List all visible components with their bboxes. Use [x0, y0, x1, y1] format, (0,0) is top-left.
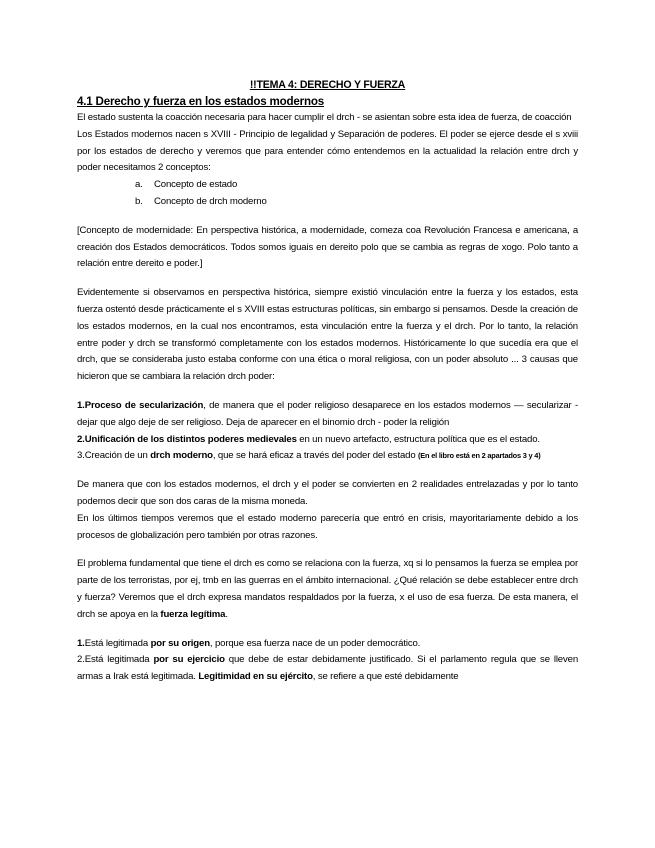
cause-2 — [77, 432, 578, 449]
section-heading: 4.1 Derecho y fuerza en los estados modernos — [77, 95, 324, 108]
list-marker: a. — [135, 179, 143, 191]
legitimacy-army-term: Legitimidad en su ejército — [198, 671, 313, 683]
intro-paragraph: El estado sustenta la coacción necesaria para hacer cumplir el drch - se asientan sobre esta idea de fuerza, de coacción — [77, 112, 572, 123]
cause-3 — [77, 448, 578, 465]
legitimacy-exercise — [77, 652, 578, 686]
list-marker: b. — [135, 195, 143, 207]
list-item — [135, 194, 578, 211]
cause-1-title: 1.Proceso de secularización — [77, 399, 204, 411]
historical-paragraph: Evidentemente si observamos en perspectiva histórica, siempre existió vinculación entre la fuerza y los estados, esta fuerza ostentó desde prácticamente el s XVIII estas estructuras políticas, sin embargo si pensamos. Desde la creación de los estados modernos, en la cual nos encontramos, esta vinculación entre la fuerza y el drch. Por lo tanto, la relación entre poder y drch se transformó completamente con los estados modernos. Históricamente lo que sucedía era que el drch, que se consideraba justo estaba conforme con una ética o moral religiosa, con un poder absoluto ... 3 causas que hicieron que se cambiara la relación drch poder: — [77, 287, 578, 383]
cause-3-note: (En el libro está en 2 apartados 3 y 4) — [418, 451, 541, 461]
modern-states-paragraph: Los Estados modernos nacen s XVIII - Principio de legalidad y Separación de poderes. El poder se ejerce desde el s xviii por los estados de derecho y veremos que para entender cómo entendemos en la actualidad la relación entre drch y poder necesitamos 2 conceptos: — [77, 128, 578, 174]
legitimacy-exercise-term: por su ejercicio — [153, 654, 225, 666]
fundamental-problem-text: El problema fundamental que tiene el drch es como se relaciona con la fuerza, xq si lo pensamos la fuerza se emplea por parte de los terroristas, por ej, tmb en las guerras en el ámbito internacional. ¿Qué relación se debe establecer entre drch y fuerza? Veremos que el drch expresa mandatos respaldados por la fuerza, x el uso de esa fuerza. De esta manera, el drch se apoya en la — [77, 558, 578, 620]
cause-3-title: drch moderno — [150, 450, 213, 462]
legitimacy-origin-number: 1. — [77, 637, 85, 649]
cause-1-text: , de manera que el poder religioso desaparece en los estados modernos — secularizar - dejar que algo deje de ser religioso. Deja de aparecer en el binomio drch - poder la religión — [77, 399, 578, 428]
legitimacy-exercise-text: que debe de estar debidamente justificado. Si el parlamento regula que se lleven armas a Irak está legitimada. — [77, 654, 578, 683]
fundamental-problem-paragraph — [77, 556, 578, 623]
legit-force-term: fuerza legítima — [160, 608, 226, 620]
two-realities-paragraph: De manera que con los estados modernos, el drch y el poder se convierten en 2 realidades entrelazadas y por lo tanto podemos decir que son dos caras de la misma moneda. — [77, 479, 578, 507]
concepts-list — [77, 177, 578, 211]
list-item — [135, 177, 578, 194]
legit-force-end: . — [225, 608, 228, 620]
cause-3-prefix: 3.Creación de un — [77, 450, 151, 462]
cause-1 — [77, 398, 578, 432]
legitimacy-origin-term: por su origen — [150, 637, 210, 649]
legitimacy-origin — [77, 636, 578, 653]
list-item-text: Concepto de drch moderno — [154, 195, 267, 207]
cause-2-text: en un nuevo artefacto, estructura política que es el estado. — [296, 433, 540, 445]
page-title: !!TEMA 4: DERECHO Y FUERZA — [249, 79, 406, 91]
list-item-text: Concepto de estado — [154, 179, 238, 191]
cause-3-text: , que se hará eficaz a través del poder del estado — [212, 450, 419, 462]
legitimacy-exercise-pre: 2.Está legitimada — [77, 654, 154, 666]
legitimacy-origin-text: , porque esa fuerza nace de un poder democrático. — [209, 637, 421, 649]
modernity-note: [Concepto de modernidade: En perspectiva histórica, a modernidade, comeza coa Revolución Francesa e americana, a creación dos Estados democráticos. Todos somos iguais en dereito polo que se cambia as regras de xogo. Polo tanto a relación entre dereito e poder.] — [77, 224, 578, 270]
cause-2-title: 2.Unificación de los distintos poderes medievales — [77, 433, 297, 445]
legitimacy-army-text: , se refiere a que esté debidamente — [312, 671, 459, 683]
recent-times-paragraph: En los últimos tiempos veremos que el estado moderno parecería que entró en crisis, mayoritariamente debido a los procesos de globalización pero también por otras razones. — [77, 512, 578, 541]
legitimacy-origin-pre: Está legitimada — [84, 637, 151, 649]
